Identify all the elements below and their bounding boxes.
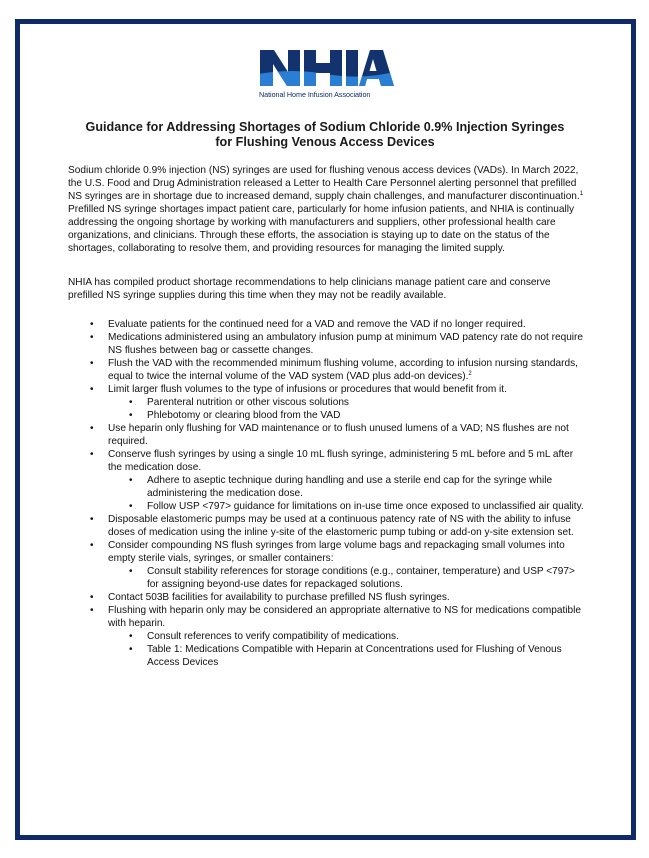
sub-list-item: • Phlebotomy or clearing blood from the VAD (108, 409, 588, 422)
summary-paragraph: NHIA has compiled product shortage recommendations to help clinicians manage patient care and conserve prefilled NS syringe supplies during this time when they may not be readily available. (68, 277, 551, 301)
sub-list-item: • Adhere to aseptic technique during handling and use a sterile end cap for the syringe while administering the medication dose. (108, 474, 588, 500)
nhia-logo (258, 46, 394, 102)
sub-list-item: • Parenteral nutrition or other viscous solutions (108, 396, 588, 409)
sub-list (108, 396, 588, 422)
list-item: • Medications administered using an ambulatory infusion pump at minimum VAD patency rate do not require NS flushes between bag or cassette changes. (88, 331, 588, 357)
sub-list-item: • Consult stability references for storage conditions (e.g., container, temperature) and USP <797> for assigning beyond-use dates for repackaged solutions. (108, 565, 588, 591)
list-item: • Flush the VAD with the recommended minimum flushing volume, according to infusion nursing standards, equal to twice the internal volume of the VAD system (VAD plus add-on devices).$^2$ (88, 357, 588, 383)
list-item: • Evaluate patients for the continued need for a VAD and remove the VAD if no longer required. (88, 318, 588, 331)
sub-list-item: • Follow USP <797> guidance for limitations on in-use time once exposed to unclassified air quality. (108, 500, 588, 513)
table-1-link[interactable]: • Table 1: Medications Compatible with Heparin at Concentrations used for Flushing of Venous Access Devices (108, 643, 588, 669)
recommendations-list (88, 318, 588, 669)
sub-list (108, 474, 588, 513)
list-item: • Disposable elastomeric pumps may be used at a continuous patency rate of NS with the ability to infuse doses of medication using the inline y-site of the elastomeric pump tubing or add-on y-site extension set. (88, 513, 588, 539)
nhia-logo-mark-icon (258, 46, 394, 90)
sub-list (108, 630, 588, 669)
list-item: • Flushing with heparin only may be considered an appropriate alternative to NS for medications compatible with heparin. • Consult references to verify compatibility of medications. • Table 1: Medications Compatible with Heparin at Concentrations used for Flushing of Venous Access Devices (88, 604, 588, 669)
footnote-ref-2: 2 (468, 371, 472, 377)
list-item: • Limit larger flush volumes to the type of infusions or procedures that would benefit from it. • Parenteral nutrition or other viscous solutions • Phlebotomy or clearing blood from the VAD (88, 383, 588, 422)
document-title (60, 120, 590, 150)
intro-text-a: Sodium chloride 0.9% injection (NS) syringes are used for flushing venous access devices (VADs). In March 2022, the U.S. Food and Drug Administration released a Letter to Health Care Personnel alerting personnel that prefilled NS syringes are in shortage due to increased demand, supply chain challenges, and manufacturer discontinuation. (68, 165, 580, 202)
footnote-ref-1: 1 (579, 191, 584, 197)
list-item: • Conserve flush syringes by using a single 10 mL flush syringe, administering 5 mL before and 5 mL after the medication dose. • Adhere to aseptic technique during handling and use a sterile end cap for the syringe while administering the medication dose. • Follow USP <797> guidance for limitations on in-use time once exposed to unclassified air quality. (88, 448, 588, 513)
intro-paragraph (68, 164, 588, 255)
logo-caption: National Home Infusion Association (259, 90, 371, 99)
intro-text-b: Prefilled NS syringe shortages impact patient care, particularly for home infusion patients, and NHIA is continually addressing the ongoing shortage by working with manufacturers and suppliers, other professional health care organizations, and clinicians. Through these efforts, the association is staying up to date on the status of the shortages, collaborating to resolve them, and providing resources for managing the limited supply. (68, 204, 575, 254)
sub-list (108, 565, 588, 591)
title-line-2: for Flushing Venous Access Devices (215, 135, 435, 149)
list-item: • Consider compounding NS flush syringes from large volume bags and repackaging small volumes into empty sterile vials, syringes, or smaller containers: • Consult stability references for storage conditions (e.g., container, temperature) and USP <797> for assigning beyond-use dates for repackaged solutions. (88, 539, 588, 591)
list-item: • Use heparin only flushing for VAD maintenance or to flush unused lumens of a VAD; NS flushes are not required. (88, 422, 588, 448)
list-item: • Contact 503B facilities for availability to purchase prefilled NS flush syringes. (88, 591, 588, 604)
title-line-1: Guidance for Addressing Shortages of Sodium Chloride 0.9% Injection Syringes (85, 120, 565, 134)
sub-list-item: • Consult references to verify compatibility of medications. (108, 630, 588, 643)
